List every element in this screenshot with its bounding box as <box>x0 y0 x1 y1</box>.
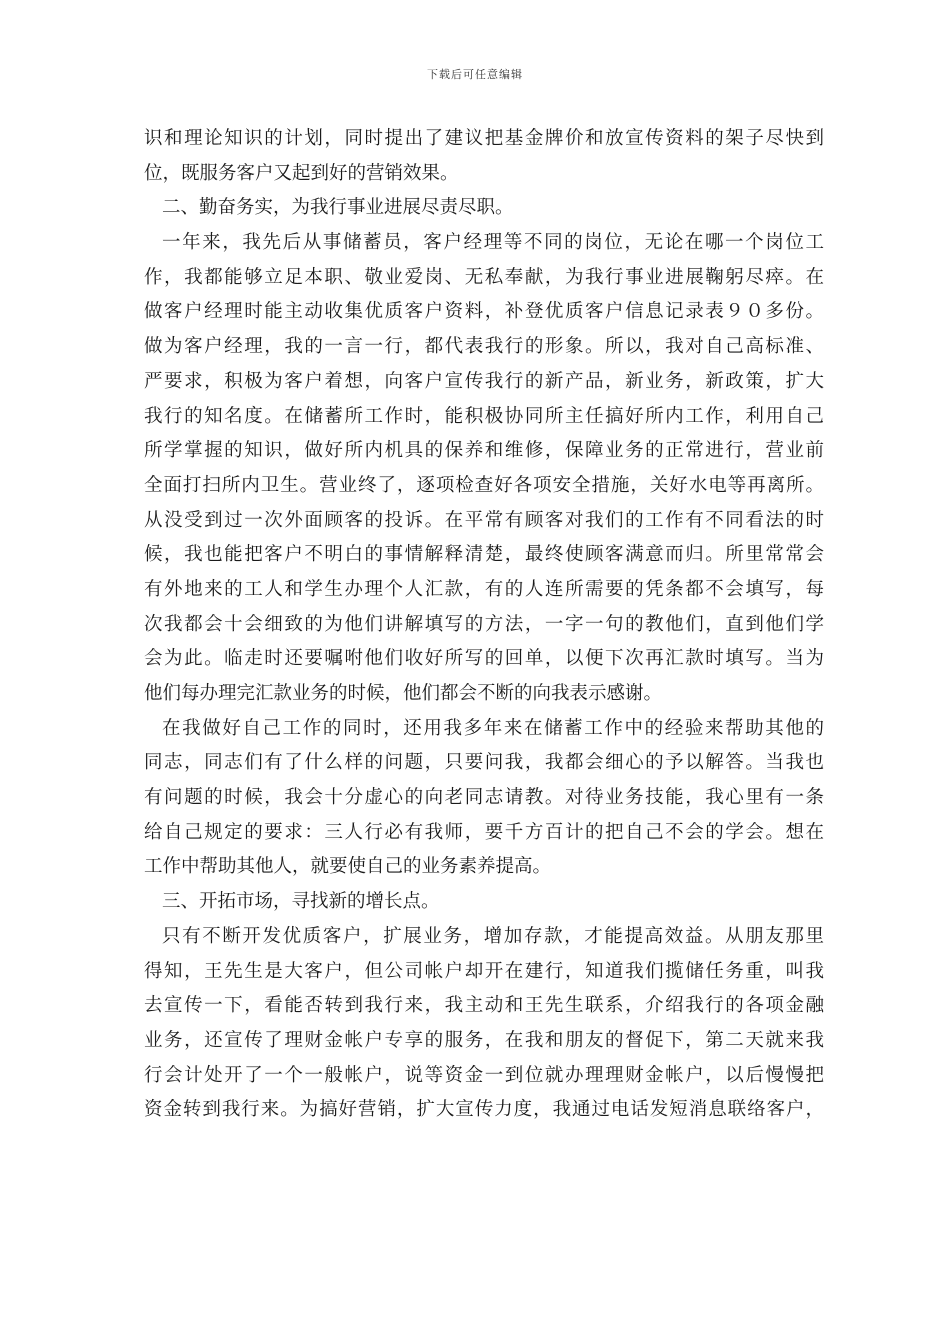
text-line: 资金转到我行来。为搞好营销，扩大宣传力度，我通过电话发短消息联络客户， <box>144 1099 824 1121</box>
text-line: 做为客户经理，我的一言一行，都代表我行的形象。所以，我对自己高标准、 <box>144 336 824 358</box>
text-line: 工作中帮助其他人，就要使自己的业务素养提高。 <box>144 856 552 878</box>
text-line: 有外地来的工人和学生办理个人汇款，有的人连所需要的凭条都不会填写，每 <box>144 578 824 600</box>
text-line: 我行的知名度。在储蓄所工作时，能积极协同所主任搞好所内工作，利用自己 <box>144 405 824 427</box>
text-line: 严要求，积极为客户着想，向客户宣传我行的新产品，新业务，新政策，扩大 <box>144 370 824 392</box>
text-line: 全面打扫所内卫生。营业终了，逐项检查好各项安全措施，关好水电等再离所。 <box>144 474 824 496</box>
text-line: 所学掌握的知识，做好所内机具的保养和维修，保障业务的正常进行，营业前 <box>144 440 824 462</box>
text-line: 同志，同志们有了什么样的问题，只要问我，我都会细心的予以解答。当我也 <box>144 752 824 774</box>
text-line: 在我做好自己工作的同时，还用我多年来在储蓄工作中的经验来帮助其他的 <box>162 717 824 739</box>
text-line: 候，我也能把客户不明白的事情解释清楚，最终使顾客满意而归。所里常常会 <box>144 544 824 566</box>
text-line: 作，我都能够立足本职、敬业爱岗、无私奉献，为我行事业进展鞠躬尽瘁。在 <box>144 266 824 288</box>
text-line: 识和理论知识的计划，同时提出了建议把基金牌价和放宣传资料的架子尽快到 <box>144 128 824 149</box>
text-line: 只有不断开发优质客户，扩展业务，增加存款，才能提高效益。从朋友那里 <box>162 925 824 947</box>
text-line: 业务，还宣传了理财金帐户专享的服务，在我和朋友的督促下，第二天就来我 <box>144 1029 824 1051</box>
text-line: 三、开拓市场，寻找新的增长点。 <box>162 891 440 913</box>
text-line: 给自己规定的要求：三人行必有我师，要千方百计的把自己不会的学会。想在 <box>144 821 824 843</box>
text-line: 一年来，我先后从事储蓄员，客户经理等不同的岗位，无论在哪一个岗位工 <box>162 232 824 254</box>
text-line: 得知，王先生是大客户，但公司帐户却开在建行，知道我们揽储任务重，叫我 <box>144 960 824 982</box>
text-line: 二、勤奋务实，为我行事业进展尽责尽职。 <box>162 197 514 219</box>
text-line: 从没受到过一次外面顾客的投诉。在平常有顾客对我们的工作有不同看法的时 <box>144 509 824 531</box>
text-line: 做客户经理时能主动收集优质客户资料，补登优质客户信息记录表９０多份。 <box>144 301 824 323</box>
text-line: 次我都会十会细致的为他们讲解填写的方法，一字一句的教他们，直到他们学 <box>144 613 824 635</box>
page-header: 下载后可任意编辑 <box>427 68 523 81</box>
text-line: 位，既服务客户又起到好的营销效果。 <box>144 162 459 184</box>
text-line: 有问题的时候，我会十分虚心的向老同志请教。对待业务技能，我心里有一条 <box>144 787 824 809</box>
text-line: 会为此。临走时还要嘱咐他们收好所写的回单，以便下次再汇款时填写。当为 <box>144 648 824 670</box>
text-line: 他们每办理完汇款业务的时候，他们都会不断的向我表示感谢。 <box>144 683 663 704</box>
text-line: 去宣传一下，看能否转到我行来，我主动和王先生联系，介绍我行的各项金融 <box>144 995 824 1017</box>
body-text <box>144 122 824 1128</box>
text-line: 行会计处开了一个一般帐户，说等资金一到位就办理理财金帐户，以后慢慢把 <box>144 1064 824 1086</box>
